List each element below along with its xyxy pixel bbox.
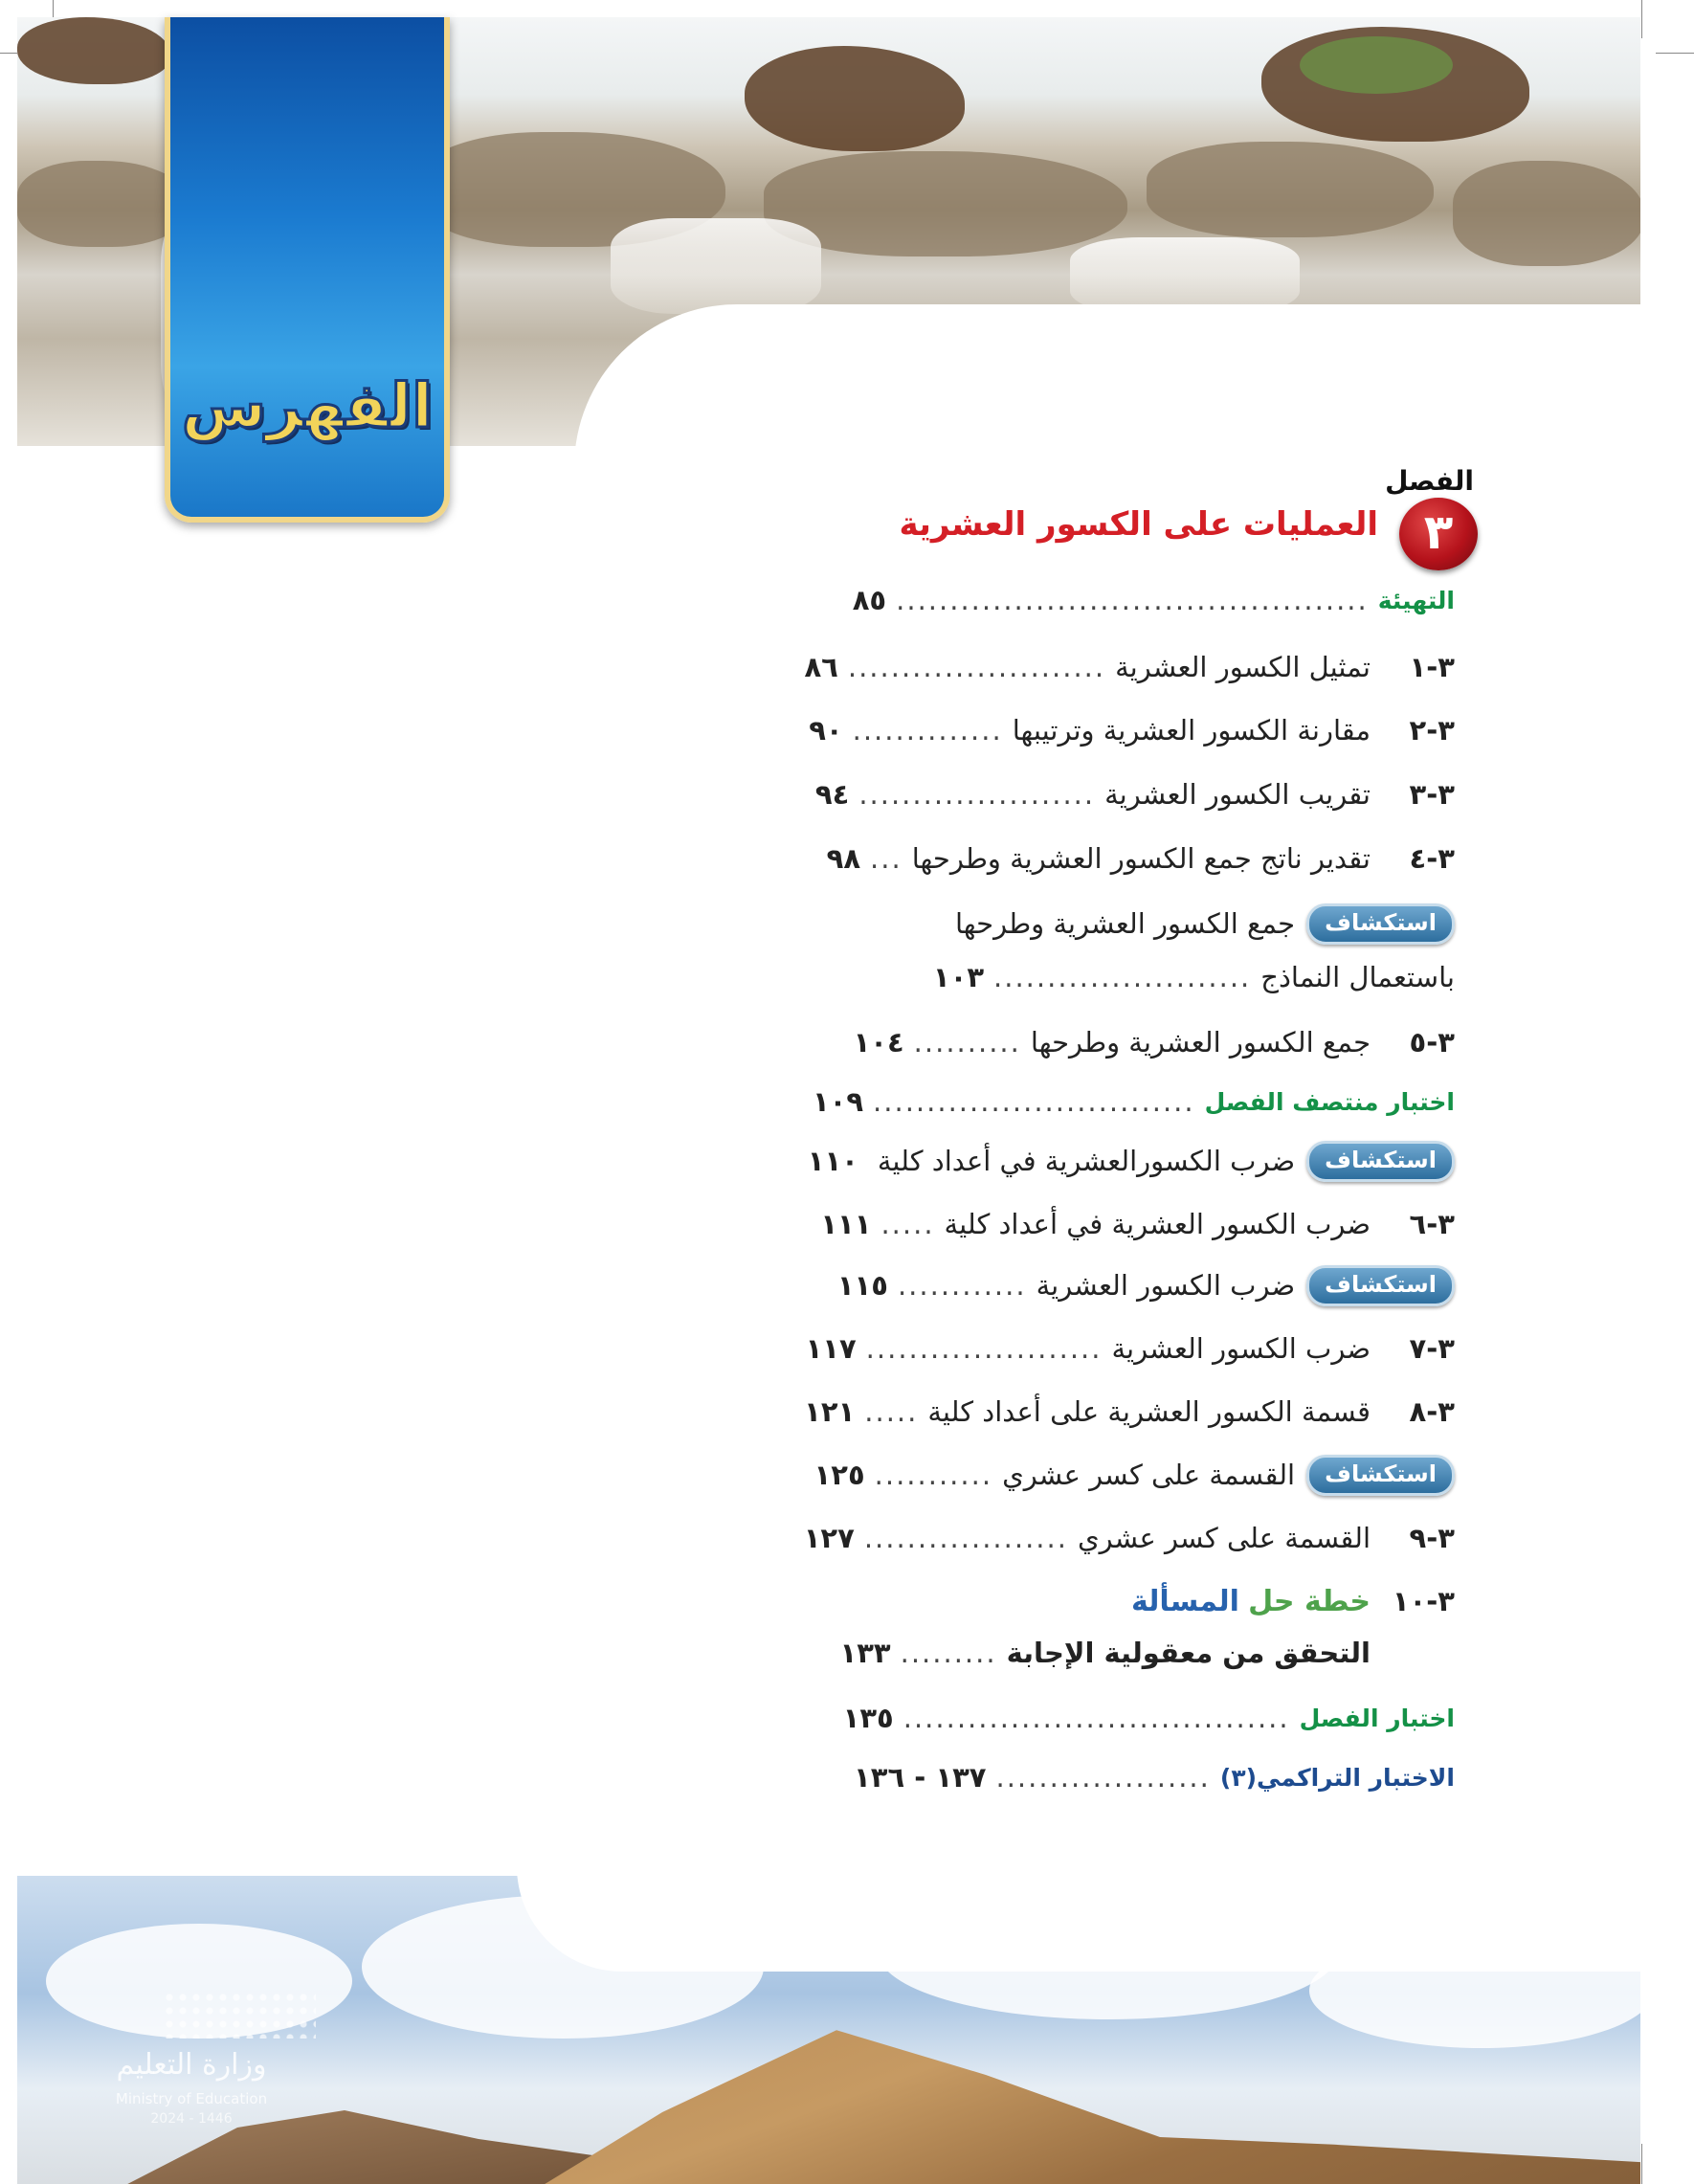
- toc-row[interactable]: ٣-٤ تقدير ناتج جمع الكسور العشرية وطرحها ... ٩٨: [826, 842, 1455, 875]
- toc-row[interactable]: اختبار منتصف الفصل .............................. ١٠٩: [812, 1085, 1455, 1118]
- toc-lesson-number: ٣-٤: [1409, 842, 1455, 875]
- toc-lesson-title: مقارنة الكسور العشرية وترتيبها: [1012, 714, 1371, 747]
- toc-row[interactable]: استكشاف ضرب الكسور العشرية ............ ١١٥: [823, 1261, 1455, 1309]
- toc-page: ١٣٧ - ١٣٦: [854, 1761, 987, 1794]
- toc-page: ١٣٥: [842, 1702, 894, 1734]
- explore-badge: استكشاف: [1306, 1265, 1455, 1306]
- toc-page: ١٠٤: [853, 1026, 904, 1059]
- chapter-title: العمليات على الكسور العشرية: [899, 505, 1378, 544]
- toc-row[interactable]: اختبار الفصل .................................... ١٣٥: [842, 1702, 1455, 1734]
- toc-row[interactable]: ٣-١ تمثيل الكسور العشرية ........................ ٨٦: [804, 651, 1455, 683]
- toc-lesson-title: تقريب الكسور العشرية: [1104, 778, 1371, 811]
- toc-explore-title: ضرب الكسور العشرية: [1036, 1269, 1296, 1302]
- ministry-name-arabic: وزارة التعليم: [116, 2048, 267, 2082]
- toc-row[interactable]: ٣-٦ ضرب الكسور العشرية في أعداد كلية ..... ١١١: [820, 1208, 1455, 1240]
- toc-row[interactable]: ٣-٥ جمع الكسور العشرية وطرحها .......... ١٠٤: [853, 1026, 1455, 1059]
- toc-row[interactable]: ٣-٧ ضرب الكسور العشرية ...................... ١١٧: [805, 1332, 1455, 1365]
- toc-special-label: التهيئة: [1377, 586, 1455, 614]
- toc-page: ٨٦: [804, 651, 838, 683]
- toc-special-paren: (٣): [1219, 1763, 1258, 1792]
- toc-page: ٩٤: [814, 778, 850, 811]
- toc-explore-title: جمع الكسور العشرية وطرحها: [954, 907, 1296, 940]
- explore-badge: استكشاف: [1306, 903, 1455, 945]
- chapter-label: الفصل: [1385, 465, 1474, 497]
- toc-row[interactable]: التهيئة ............................................ ٨٥: [852, 584, 1455, 616]
- toc-page: ٩٨: [826, 842, 861, 875]
- toc-special-label: اختبار الفصل: [1299, 1704, 1455, 1732]
- toc-page: ١١٠: [807, 1145, 858, 1177]
- ministry-dots-icon: [163, 1991, 316, 2039]
- toc-row[interactable]: ٣-٣ تقريب الكسور العشرية ...................... ٩٤: [814, 778, 1455, 811]
- toc-lesson-number: ٣-١٠: [1392, 1585, 1455, 1617]
- toc-row[interactable]: استكشاف القسمة على كسر عشري ........... ١٢٥: [823, 1451, 1455, 1499]
- strategy-label-part-b: المسألة: [1130, 1584, 1239, 1618]
- toc-row[interactable]: ٣-٨ قسمة الكسور العشرية على أعداد كلية ..... ١٢١: [804, 1395, 1455, 1428]
- crop-mark: [1641, 0, 1642, 38]
- toc-row[interactable]: ٣-٢ مقارنة الكسور العشرية وترتيبها .............. ٩٠: [809, 714, 1455, 747]
- toc-explore-title-continued: باستعمال النماذج: [1260, 961, 1455, 993]
- index-tab: [165, 17, 450, 523]
- toc-lesson-number: ٣-٦: [1409, 1208, 1455, 1240]
- crop-mark: [1641, 2144, 1642, 2184]
- toc-page: ١٠٩: [812, 1085, 864, 1118]
- ministry-year: 2024 - 1446: [150, 2111, 233, 2127]
- toc-lesson-title: قسمة الكسور العشرية على أعداد كلية: [927, 1395, 1371, 1428]
- toc-lesson-title: جمع الكسور العشرية وطرحها: [1030, 1026, 1371, 1059]
- toc-page: ١٢٥: [814, 1459, 865, 1491]
- toc-row[interactable]: [807, 1137, 1455, 1185]
- toc-lesson-number: ٣-٢: [1409, 714, 1455, 747]
- toc-page: ٨٥: [852, 584, 887, 616]
- toc-lesson-title: القسمة على كسر عشري: [1077, 1522, 1371, 1554]
- chapter-number-badge: ٣: [1399, 498, 1478, 570]
- toc-lesson-title: ضرب الكسور العشرية في أعداد كلية: [944, 1208, 1371, 1240]
- toc-lesson-number: ٣-٧: [1409, 1332, 1455, 1365]
- toc-special-label: الاختبار التراكمي: [1257, 1763, 1455, 1792]
- toc-row[interactable]: التحقق من معقولية الإجابة ......... ١٣٣: [839, 1637, 1371, 1669]
- toc-lesson-number: ٣-٣: [1409, 778, 1455, 811]
- toc-explore-title: ضرب الكسورالعشرية في أعداد كلية: [877, 1145, 1296, 1177]
- toc-page: ١١٧: [805, 1332, 857, 1365]
- explore-badge: استكشاف: [1306, 1455, 1455, 1496]
- index-title: الفهرس: [181, 371, 434, 442]
- toc-page: ١٢١: [804, 1395, 856, 1428]
- toc-row[interactable]: باستعمال النماذج ........................ ١٠٣: [932, 961, 1455, 993]
- toc-page: ٩٠: [809, 714, 843, 747]
- toc-row[interactable]: الاختبار التراكمي (٣) .................... ١٣٧ - ١٣٦: [854, 1761, 1455, 1794]
- footer-curve: [517, 1799, 1665, 1972]
- toc-strategy-title: التحقق من معقولية الإجابة: [1006, 1637, 1371, 1669]
- strategy-label-part-a: خطة حل: [1248, 1584, 1371, 1618]
- header-curve: [574, 304, 1694, 687]
- toc-lesson-title: تمثيل الكسور العشرية: [1115, 651, 1371, 683]
- toc-page: ١١١: [820, 1208, 872, 1240]
- toc-lesson-title: ضرب الكسور العشرية: [1111, 1332, 1371, 1365]
- toc-lesson-number: ٣-٩: [1409, 1522, 1455, 1554]
- toc-row[interactable]: [823, 900, 1455, 947]
- toc-page: ١٠٣: [932, 961, 985, 993]
- toc-page: ١٣٣: [839, 1637, 891, 1669]
- explore-badge: استكشاف: [1306, 1141, 1455, 1182]
- toc-page: ١١٥: [836, 1269, 888, 1302]
- toc-explore-title: القسمة على كسر عشري: [1002, 1459, 1296, 1491]
- toc-lesson-title: تقدير ناتج جمع الكسور العشرية وطرحها: [911, 842, 1371, 875]
- toc-row[interactable]: ٣-٩ القسمة على كسر عشري ................... ١٢٧: [803, 1522, 1455, 1554]
- toc-lesson-number: ٣-٨: [1409, 1395, 1455, 1428]
- ministry-logo: [77, 1991, 306, 2134]
- ministry-name-english: Ministry of Education: [115, 2090, 268, 2107]
- toc-row[interactable]: [823, 1577, 1455, 1625]
- crop-mark: [1656, 53, 1694, 54]
- toc-lesson-number: ٣-١: [1409, 651, 1455, 683]
- toc-page: ١٢٧: [803, 1522, 855, 1554]
- toc-lesson-number: ٣-٥: [1409, 1026, 1455, 1059]
- toc-special-label: اختبار منتصف الفصل: [1204, 1087, 1455, 1116]
